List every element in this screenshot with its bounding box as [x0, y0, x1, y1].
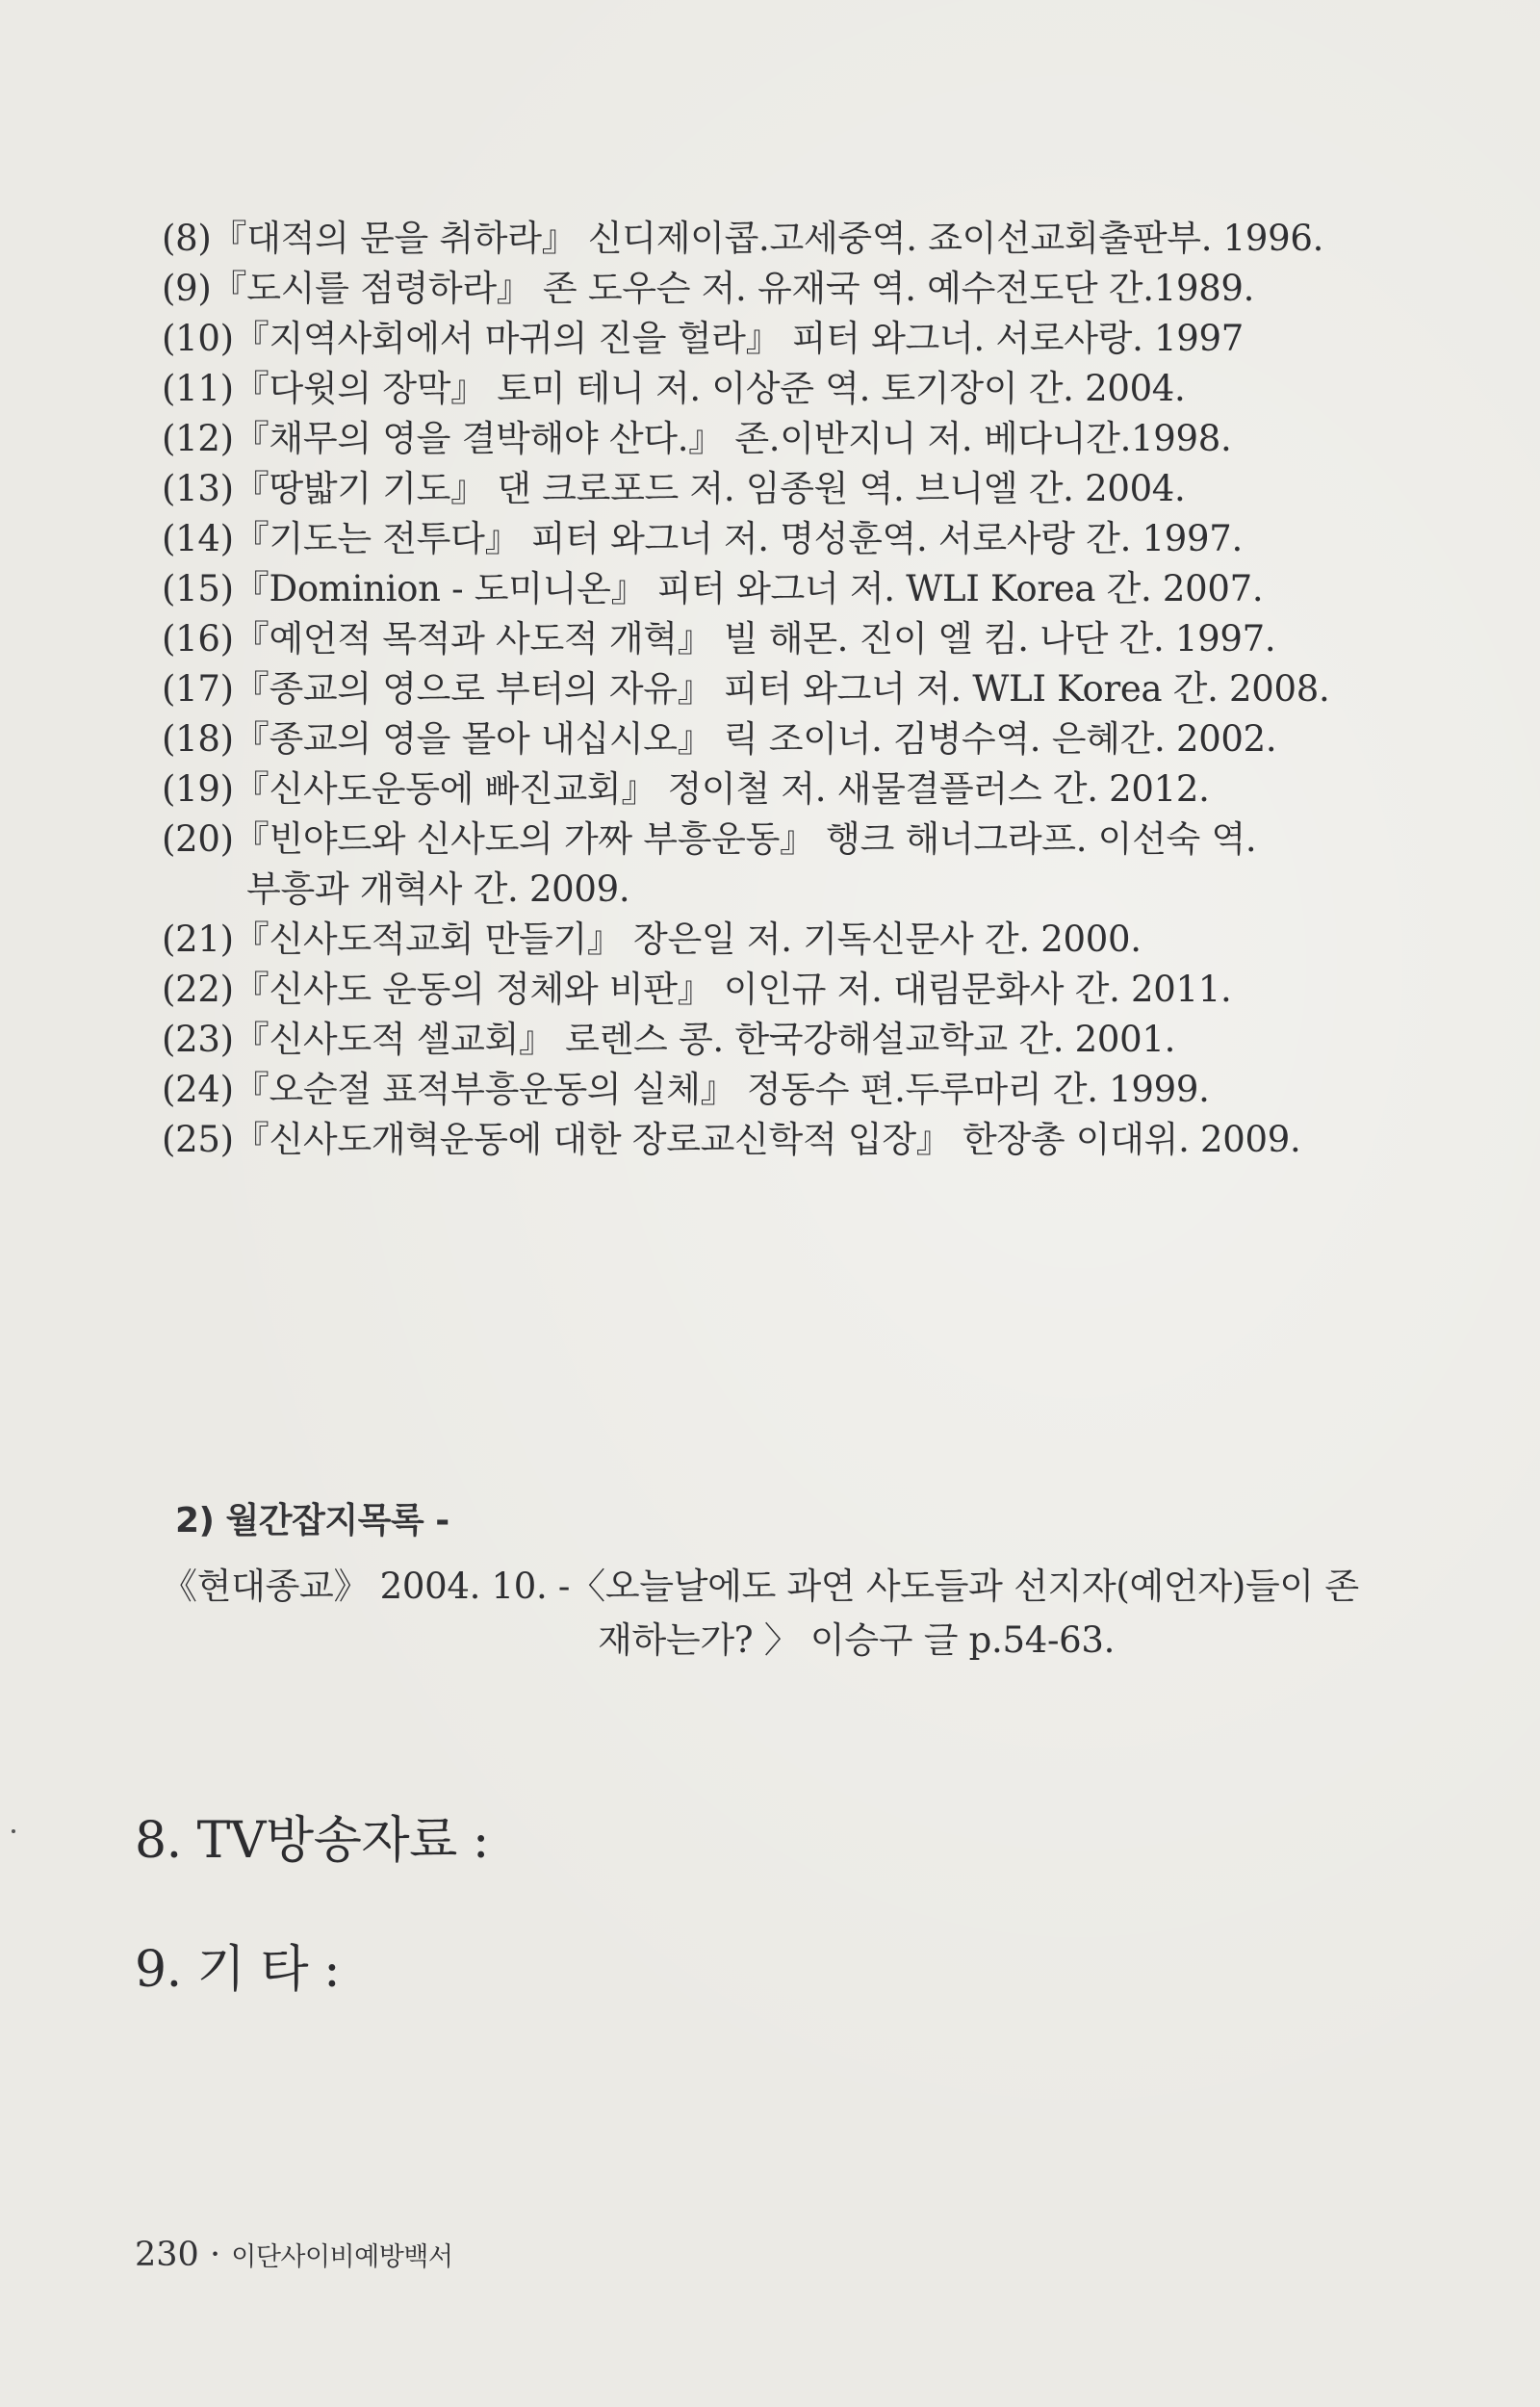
- reference-item: (22)『신사도 운동의 정체와 비판』 이인규 저. 대림문화사 간. 2011.: [162, 969, 1232, 1010]
- magazine-list: [162, 1560, 1413, 1668]
- reference-item: (11)『다윗의 장막』 토미 테니 저. 이상준 역. 토기장이 간. 2004.: [162, 368, 1186, 409]
- reference-item: (24)『오순절 표적부흥운동의 실체』 정동수 편.두루마리 간. 1999.: [162, 1069, 1210, 1110]
- reference-item: (20)『빈야드와 신사도의 가짜 부흥운동』 행크 해너그라프. 이선숙 역.: [162, 818, 1257, 860]
- magazine-entry: 《현대종교》 2004. 10. -〈오늘날에도 과연 사도들과 선지자(예언자)들이 존: [162, 1566, 1359, 1607]
- footer-separator: ·: [209, 2236, 221, 2274]
- reference-item: (8)『대적의 문을 취하라』 신디제이콥.고세중역. 죠이선교회출판부. 1996.: [162, 218, 1324, 259]
- section-heading-tv: 8. TV방송자료 :: [135, 1812, 489, 1870]
- reference-item: (16)『예언적 목적과 사도적 개혁』 빌 해몬. 진이 엘 킴. 나단 간. 1997.: [162, 618, 1276, 660]
- reference-item: (25)『신사도개혁운동에 대한 장로교신학적 입장』 한장총 이대위. 2009.: [162, 1119, 1301, 1160]
- reference-item: (17)『종교의 영으로 부터의 자유』 피터 와그너 저. WLI Korea 간. 2008.: [162, 668, 1330, 710]
- page-footer: [135, 2234, 452, 2279]
- magazine-entry-continuation: 재하는가? 〉 이승구 글 p.54-63.: [598, 1619, 1116, 1661]
- reference-item: (13)『땅밟기 기도』 댄 크로포드 저. 임종원 역. 브니엘 간. 2004.: [162, 468, 1186, 509]
- reference-item: (14)『기도는 전투다』 피터 와그너 저. 명성훈역. 서로사랑 간. 1997.: [162, 518, 1243, 559]
- page-number: 230: [135, 2236, 199, 2274]
- book-title: 이단사이비예방백서: [231, 2242, 453, 2272]
- reference-item: (10)『지역사회에서 마귀의 진을 헐라』 피터 와그너. 서로사랑. 1997: [162, 318, 1244, 359]
- reference-item: (9)『도시를 점령하라』 존 도우슨 저. 유재국 역. 예수전도단 간.1989.: [162, 268, 1255, 309]
- reference-item: (15)『Dominion - 도미니온』 피터 와그너 저. WLI Korea 간. 2007.: [162, 568, 1264, 609]
- reference-item: (21)『신사도적교회 만들기』 장은일 저. 기독신문사 간. 2000.: [162, 919, 1142, 960]
- reference-item: (12)『채무의 영을 결박해야 산다.』 존.이반지니 저. 베다니간.1998.: [162, 418, 1232, 459]
- magazine-list-heading: 2) 월간잡지목록 -: [175, 1501, 449, 1540]
- reference-list: [162, 214, 1413, 1165]
- reference-item: (19)『신사도운동에 빠진교회』 정이철 저. 새물결플러스 간. 2012.: [162, 768, 1210, 810]
- reference-item: (18)『종교의 영을 몰아 내십시오』 릭 조이너. 김병수역. 은혜간. 2002.: [162, 718, 1277, 760]
- section-heading-etc: 9. 기 타 :: [135, 1941, 341, 1999]
- reference-item-continuation: 부흥과 개혁사 간. 2009.: [246, 868, 630, 910]
- reference-item: (23)『신사도적 셀교회』 로렌스 콩. 한국강해설교학교 간. 2001.: [162, 1019, 1176, 1060]
- page-speck: [12, 1829, 15, 1833]
